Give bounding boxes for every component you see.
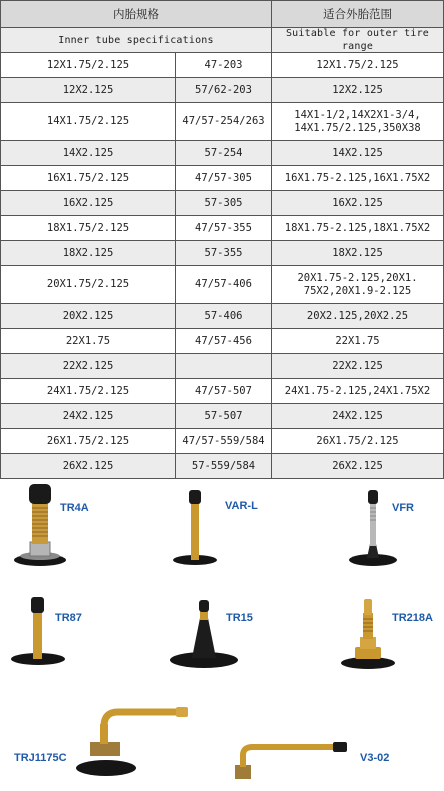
table-row [1, 354, 443, 379]
label-varl: VAR-L [225, 500, 258, 512]
etrto-cell: 57-254 [176, 141, 272, 165]
etrto-cell: 47/57-507 [176, 379, 272, 403]
etrto-cell: 47/57-456 [176, 329, 272, 353]
tube-size-cell: 22X1.75 [1, 329, 176, 353]
table-row [1, 304, 443, 329]
trj1175c-valve-image [72, 702, 192, 782]
outer-tire-line: 14X1-1/2,14X2X1-3/4, [294, 108, 421, 121]
outer-tire-cell [272, 53, 443, 77]
tube-size-cell: 12X1.75/2.125 [1, 53, 176, 77]
table-row [1, 241, 443, 266]
outer-tire-cell [272, 454, 443, 478]
label-tr4a: TR4A [60, 502, 89, 514]
outer-tire-line: 26X2.125 [332, 459, 383, 472]
outer-tire-cell [272, 141, 443, 165]
header-inner-tube: 内胎规格 [1, 1, 272, 27]
header-outer-tire: 适合外胎范围 [323, 6, 392, 21]
subheader-inner-tube: Inner tube specifications [1, 28, 272, 52]
label-vfr: VFR [392, 502, 414, 514]
etrto-cell: 47/57-254/263 [176, 103, 272, 140]
tube-size-cell: 14X1.75/2.125 [1, 103, 176, 140]
etrto-cell: 57-406 [176, 304, 272, 328]
table-subheader-row [1, 28, 443, 53]
outer-tire-line: 14X1.75/2.125,350X38 [294, 121, 421, 134]
etrto-cell: 57-507 [176, 404, 272, 428]
outer-tire-line: 16X2.125 [332, 196, 383, 209]
etrto-cell: 47/57-559/584 [176, 429, 272, 453]
tr4a-valve-image [10, 480, 70, 570]
outer-tire-cell [272, 216, 443, 240]
table-row [1, 166, 443, 191]
outer-tire-cell [272, 191, 443, 215]
table-row [1, 429, 443, 454]
tube-size-cell: 26X2.125 [1, 454, 176, 478]
outer-tire-line: 24X2.125 [332, 409, 383, 422]
outer-tire-line: 24X1.75-2.125,24X1.75X2 [284, 384, 431, 397]
outer-tire-line: 14X2.125 [332, 146, 383, 159]
outer-tire-line: 16X1.75-2.125,16X1.75X2 [284, 171, 431, 184]
tube-size-cell: 16X1.75/2.125 [1, 166, 176, 190]
tube-size-cell: 24X2.125 [1, 404, 176, 428]
outer-tire-cell [272, 404, 443, 428]
label-tr87: TR87 [55, 612, 82, 624]
tube-size-cell: 26X1.75/2.125 [1, 429, 176, 453]
outer-tire-cell [272, 103, 443, 140]
tube-size-cell: 12X2.125 [1, 78, 176, 102]
tube-size-cell: 20X2.125 [1, 304, 176, 328]
outer-tire-line: 26X1.75/2.125 [316, 434, 399, 447]
outer-tire-line: 75X2,20X1.9-2.125 [303, 284, 412, 297]
table-row [1, 266, 443, 304]
table-row [1, 53, 443, 78]
table-row [1, 329, 443, 354]
tr218a-valve-image [338, 595, 398, 671]
tube-size-cell: 22X2.125 [1, 354, 176, 378]
etrto-cell: 57-355 [176, 241, 272, 265]
tube-size-cell: 20X1.75/2.125 [1, 266, 176, 303]
outer-tire-cell [272, 166, 443, 190]
v302-valve-image [225, 735, 355, 785]
outer-tire-line: 12X1.75/2.125 [316, 58, 399, 71]
outer-tire-cell [272, 304, 443, 328]
outer-tire-cell [272, 266, 443, 303]
etrto-cell: 57/62-203 [176, 78, 272, 102]
tr15-valve-image [168, 598, 240, 670]
table-body [1, 53, 443, 479]
table-header-row [1, 1, 443, 28]
tube-size-cell: 14X2.125 [1, 141, 176, 165]
tube-size-cell: 16X2.125 [1, 191, 176, 215]
outer-tire-line: 18X2.125 [332, 246, 383, 259]
label-tr218a: TR218A [392, 612, 433, 624]
outer-tire-cell [272, 379, 443, 403]
outer-tire-line: 20X2.125,20X2.25 [306, 309, 409, 322]
table-row [1, 379, 443, 404]
outer-tire-cell [272, 241, 443, 265]
varl-valve-image [170, 488, 220, 568]
label-tr15: TR15 [226, 612, 253, 624]
etrto-cell: 57-559/584 [176, 454, 272, 478]
tube-size-cell: 18X1.75/2.125 [1, 216, 176, 240]
tr87-valve-image [8, 595, 68, 667]
outer-tire-line: 12X2.125 [332, 83, 383, 96]
etrto-cell: 47/57-355 [176, 216, 272, 240]
table-row [1, 216, 443, 241]
etrto-cell [176, 354, 272, 378]
tube-size-cell: 24X1.75/2.125 [1, 379, 176, 403]
etrto-cell: 47/57-406 [176, 266, 272, 303]
table-row [1, 141, 443, 166]
tube-size-cell: 18X2.125 [1, 241, 176, 265]
etrto-cell: 47-203 [176, 53, 272, 77]
outer-tire-cell [272, 354, 443, 378]
subheader-outer-tire: Suitable for outer tire range [285, 28, 430, 52]
outer-tire-cell [272, 329, 443, 353]
table-row [1, 78, 443, 103]
outer-tire-line: 18X1.75-2.125,18X1.75X2 [284, 221, 431, 234]
etrto-cell: 47/57-305 [176, 166, 272, 190]
outer-tire-cell [272, 78, 443, 102]
table-row [1, 404, 443, 429]
label-v302: V3-02 [360, 752, 390, 764]
outer-tire-line: 22X2.125 [332, 359, 383, 372]
label-trj1175c: TRJ1175C [14, 752, 67, 764]
outer-tire-line: 20X1.75-2.125,20X1. [297, 271, 418, 284]
table-row [1, 191, 443, 216]
vfr-valve-image [345, 488, 401, 568]
outer-tire-cell [272, 429, 443, 453]
etrto-cell: 57-305 [176, 191, 272, 215]
outer-tire-line: 22X1.75 [335, 334, 380, 347]
table-row [1, 103, 443, 141]
table-row [1, 454, 443, 479]
